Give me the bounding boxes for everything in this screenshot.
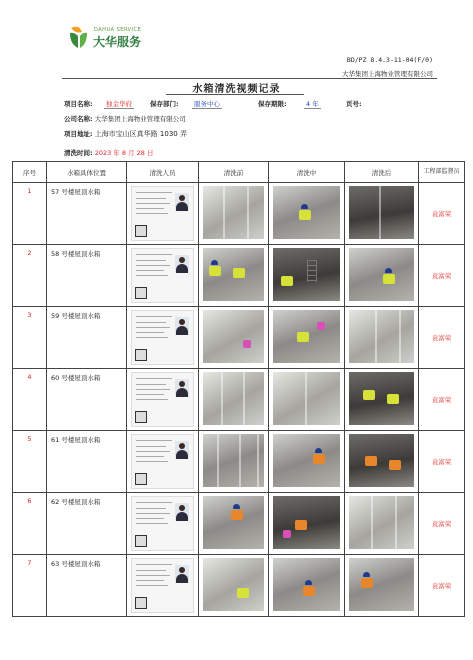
during-photo-cell (269, 307, 345, 369)
period-label: 保存期限: (258, 100, 287, 108)
dept-label: 保存部门: (150, 100, 179, 108)
table-header-row (13, 162, 465, 183)
company-logo (68, 24, 168, 56)
row-seq: 1 (13, 183, 47, 245)
during-photo-cell (269, 183, 345, 245)
time-value: 2023 年 8 月 28 日 (94, 149, 154, 157)
row-supervisor: 袁富荣 (419, 183, 465, 245)
qr-code-icon (135, 597, 147, 609)
company-value: 大华集团上海物业管理有限公司 (94, 115, 186, 123)
qr-code-icon (135, 473, 147, 485)
row-seq: 7 (13, 555, 47, 617)
page-title: 水箱清洗视频记录 (192, 84, 281, 95)
row-position: 63 号楼屋顶水箱 (47, 555, 127, 617)
during-photo-cell (269, 493, 345, 555)
during-photo (273, 310, 340, 363)
during-photo (273, 248, 340, 301)
staff-id-card-image (131, 310, 194, 365)
during-photo (273, 186, 340, 239)
document-code: BD/PZ 8.4.3-11-04(F/0) (346, 56, 433, 64)
row-position: 60 号楼屋顶水箱 (47, 369, 127, 431)
header-supervisor: 工程部监督员 (419, 162, 465, 183)
row-seq: 4 (13, 369, 47, 431)
after-photo (349, 434, 414, 487)
row-supervisor: 袁富荣 (419, 307, 465, 369)
before-photo (203, 558, 264, 611)
project-name-label: 项目名称: (64, 100, 93, 108)
header-seq: 序号 (13, 162, 47, 183)
staff-id-card-image (131, 248, 194, 303)
header-before: 清洗前 (199, 162, 269, 183)
after-photo (349, 186, 414, 239)
table-row (13, 431, 465, 493)
page-number-label: 页号: (346, 100, 362, 108)
row-seq: 2 (13, 245, 47, 307)
row-seq: 3 (13, 307, 47, 369)
row-position: 62 号楼屋顶水箱 (47, 493, 127, 555)
row-supervisor: 袁富荣 (419, 245, 465, 307)
during-photo-cell (269, 369, 345, 431)
before-photo (203, 434, 264, 487)
company-header: 大华集团上海物业管理有限公司 (342, 70, 433, 78)
table-row (13, 183, 465, 245)
row-position: 59 号楼屋顶水箱 (47, 307, 127, 369)
after-photo-cell (345, 307, 419, 369)
staff-id-card-image (131, 558, 194, 613)
before-photo-cell (199, 431, 269, 493)
table-row (13, 245, 465, 307)
staff-id-card-cell (127, 431, 199, 493)
table-row (13, 369, 465, 431)
staff-id-card-cell (127, 555, 199, 617)
time-label: 清洗时间: (64, 149, 93, 157)
during-photo-cell (269, 245, 345, 307)
after-photo (349, 496, 414, 549)
during-photo-cell (269, 555, 345, 617)
cleaning-record-table (12, 161, 465, 617)
qr-code-icon (135, 411, 147, 423)
address-label: 项目地址: (64, 130, 93, 138)
dahua-leaf-logo-icon (68, 24, 90, 50)
staff-id-card-cell (127, 183, 199, 245)
qr-code-icon (135, 535, 147, 547)
before-photo (203, 372, 264, 425)
after-photo (349, 558, 414, 611)
during-photo-cell (269, 431, 345, 493)
staff-id-card-cell (127, 493, 199, 555)
before-photo (203, 248, 264, 301)
staff-id-card-cell (127, 369, 199, 431)
after-photo (349, 372, 414, 425)
after-photo-cell (345, 183, 419, 245)
before-photo-cell (199, 307, 269, 369)
header-divider (62, 78, 437, 79)
before-photo-cell (199, 493, 269, 555)
row-supervisor: 袁富荣 (419, 431, 465, 493)
during-photo (273, 434, 340, 487)
after-photo-cell (345, 245, 419, 307)
after-photo-cell (345, 555, 419, 617)
before-photo (203, 186, 264, 239)
row-seq: 6 (13, 493, 47, 555)
staff-id-card-cell (127, 245, 199, 307)
info-row-company (64, 114, 186, 123)
staff-id-card-image (131, 372, 194, 427)
before-photo-cell (199, 183, 269, 245)
project-name-value: 独金华府 (106, 100, 132, 108)
after-photo (349, 248, 414, 301)
during-photo (273, 372, 340, 425)
before-photo (203, 310, 264, 363)
after-photo-cell (345, 431, 419, 493)
after-photo-cell (345, 369, 419, 431)
row-position: 58 号楼屋顶水箱 (47, 245, 127, 307)
period-value: 4 年 (306, 100, 319, 108)
title-underline (166, 94, 304, 95)
header-after: 清洗后 (345, 162, 419, 183)
row-supervisor: 袁富荣 (419, 555, 465, 617)
address-value: 上海市宝山区真华路 1030 弄 (94, 130, 187, 138)
row-seq: 5 (13, 431, 47, 493)
before-photo (203, 496, 264, 549)
table-row (13, 307, 465, 369)
row-supervisor: 袁富荣 (419, 493, 465, 555)
header-staff: 清洗人员 (127, 162, 199, 183)
info-row-address (64, 129, 187, 139)
staff-id-card-cell (127, 307, 199, 369)
row-supervisor: 袁富荣 (419, 369, 465, 431)
before-photo-cell (199, 245, 269, 307)
logo-english-text: DAHUA SERVICE (94, 27, 142, 33)
header-position: 水箱具体位置 (47, 162, 127, 183)
header-during: 清洗中 (269, 162, 345, 183)
during-photo (273, 496, 340, 549)
table-row (13, 493, 465, 555)
after-photo (349, 310, 414, 363)
info-row-time (64, 148, 153, 157)
staff-id-card-image (131, 434, 194, 489)
qr-code-icon (135, 287, 147, 299)
table-row (13, 555, 465, 617)
dept-value: 服务中心 (194, 100, 220, 108)
logo-chinese-text: 大华服务 (93, 35, 142, 49)
qr-code-icon (135, 349, 147, 361)
qr-code-icon (135, 225, 147, 237)
row-position: 61 号楼屋顶水箱 (47, 431, 127, 493)
staff-id-card-image (131, 496, 194, 551)
staff-id-card-image (131, 186, 194, 241)
during-photo (273, 558, 340, 611)
before-photo-cell (199, 369, 269, 431)
row-position: 57 号楼屋顶水箱 (47, 183, 127, 245)
company-label: 公司名称: (64, 115, 93, 123)
after-photo-cell (345, 493, 419, 555)
before-photo-cell (199, 555, 269, 617)
